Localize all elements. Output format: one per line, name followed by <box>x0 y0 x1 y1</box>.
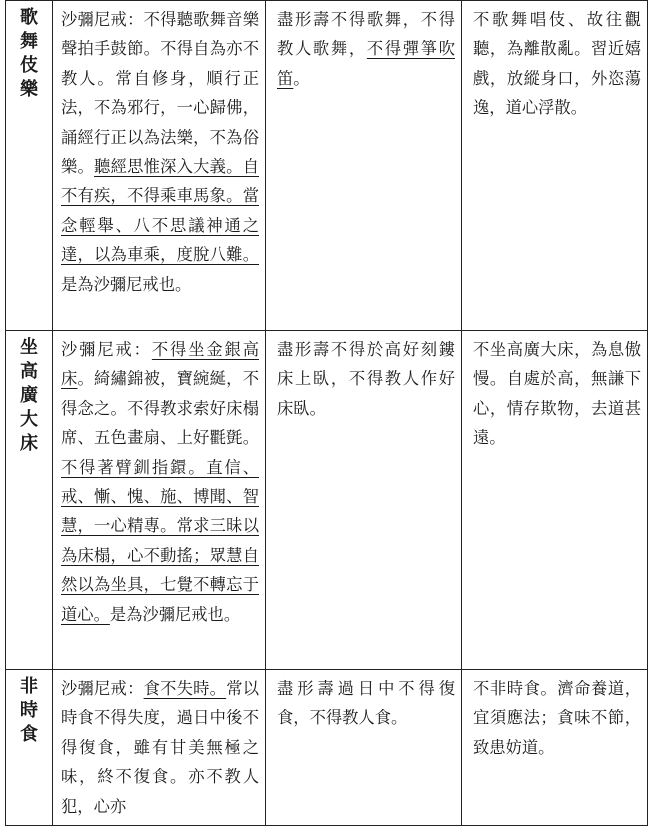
heading-char: 大 <box>20 409 38 430</box>
text-segment: 盡形壽不得於高好刻鏤床上臥，不得教人作好床臥。 <box>277 340 455 418</box>
text-segment: 沙彌尼戒：不得聽歌舞音樂聲拍手鼓節。不得自為亦不教人。常自修身，順行正法，不為邪行，一心歸佛，誦經行正以為法樂，不為俗樂。 <box>61 10 259 177</box>
precepts-table-body <box>6 1 648 826</box>
heading-char: 伎 <box>20 55 38 76</box>
precept-heading <box>6 675 52 747</box>
heading-char: 廣 <box>20 385 38 406</box>
text-segment: 盡形壽過日中不得復食，不得教人食。 <box>277 679 455 728</box>
underlined-segment: 不得彈箏吹笛 <box>277 39 455 88</box>
heading-char: 非 <box>20 676 38 697</box>
commentary-cell <box>462 670 648 826</box>
text-segment: 沙彌尼戒： <box>61 340 152 359</box>
text-segment: 沙彌尼戒： <box>61 679 144 698</box>
heading-char: 時 <box>20 700 38 721</box>
precept-heading-cell <box>6 1 53 331</box>
text-segment: 是為沙彌尼戒也。 <box>109 604 241 624</box>
text-segment: 。綺繡錦被，寶綩綖，不得念之。不得教求索好床榻席、五色畫扇、上好氍㲪。 <box>61 369 259 448</box>
underlined-segment: 不得坐金銀高床 <box>61 340 259 389</box>
lifelong-precept-text <box>266 1 461 97</box>
precept-heading <box>6 336 52 456</box>
precept-text <box>53 331 265 633</box>
underlined-segment: 聽經思惟深入大義。自不有疾，不得乘車馬象。當念輕舉、八不思議神通之達，以為車乘，度脫八難。 <box>61 157 259 265</box>
precept-heading-cell <box>6 670 53 826</box>
text-segment: 常以時食不得失度，過日中後不得復食，雖有甘美無極之味，終不復食。亦不教人犯，心亦 <box>61 679 259 816</box>
text-segment: 是為沙彌尼戒也。 <box>61 274 192 294</box>
heading-char: 歌 <box>20 7 38 28</box>
heading-char: 床 <box>20 433 38 454</box>
heading-char: 舞 <box>20 31 38 52</box>
heading-char: 食 <box>20 724 38 745</box>
commentary-text: 不坐高廣大床，為息傲慢。自處於高，無謙下心，情存欺物，去道甚遠。 <box>473 340 641 448</box>
lifelong-precept-text <box>266 331 461 427</box>
underlined-segment: 食不失時。 <box>143 679 227 698</box>
heading-char: 坐 <box>20 337 38 358</box>
precept-row <box>6 670 648 826</box>
precepts-table <box>5 0 648 826</box>
commentary-cell <box>462 331 648 670</box>
text-segment: 。 <box>293 68 310 88</box>
lifelong-precept-text-cell <box>266 1 462 331</box>
lifelong-precept-text-cell <box>266 670 462 826</box>
precept-heading <box>6 6 52 102</box>
underlined-segment: 不得著臂釧指鐶。直信、戒、慚、愧、施、博聞、智慧，一心精專。常求三昧以為床榻，心不動搖；眾慧自然以為坐具，七覺不轉忘于道心。 <box>61 457 259 624</box>
heading-char: 樂 <box>20 79 38 100</box>
precept-text-cell <box>53 670 266 826</box>
precept-text-cell <box>53 331 266 670</box>
precept-text <box>53 670 265 825</box>
heading-char: 高 <box>20 361 38 382</box>
commentary-text: 不歌舞唱伎、故往觀聽，為離散亂。習近嬉戲，放縱身口，外恣蕩逸，道心浮散。 <box>473 10 641 118</box>
precept-row <box>6 331 648 670</box>
precept-text <box>53 1 265 303</box>
precept-text-cell <box>53 1 266 331</box>
commentary-cell <box>462 1 648 331</box>
precept-heading-cell <box>6 331 53 670</box>
commentary-text: 不非時食。濟命養道，宜須應法；貪味不節，致患妨道。 <box>473 679 641 757</box>
text-segment: 盡形壽不得歌舞，不得教人歌舞， <box>277 10 455 59</box>
lifelong-precept-text <box>266 670 461 737</box>
lifelong-precept-text-cell <box>266 331 462 670</box>
precept-row <box>6 1 648 331</box>
